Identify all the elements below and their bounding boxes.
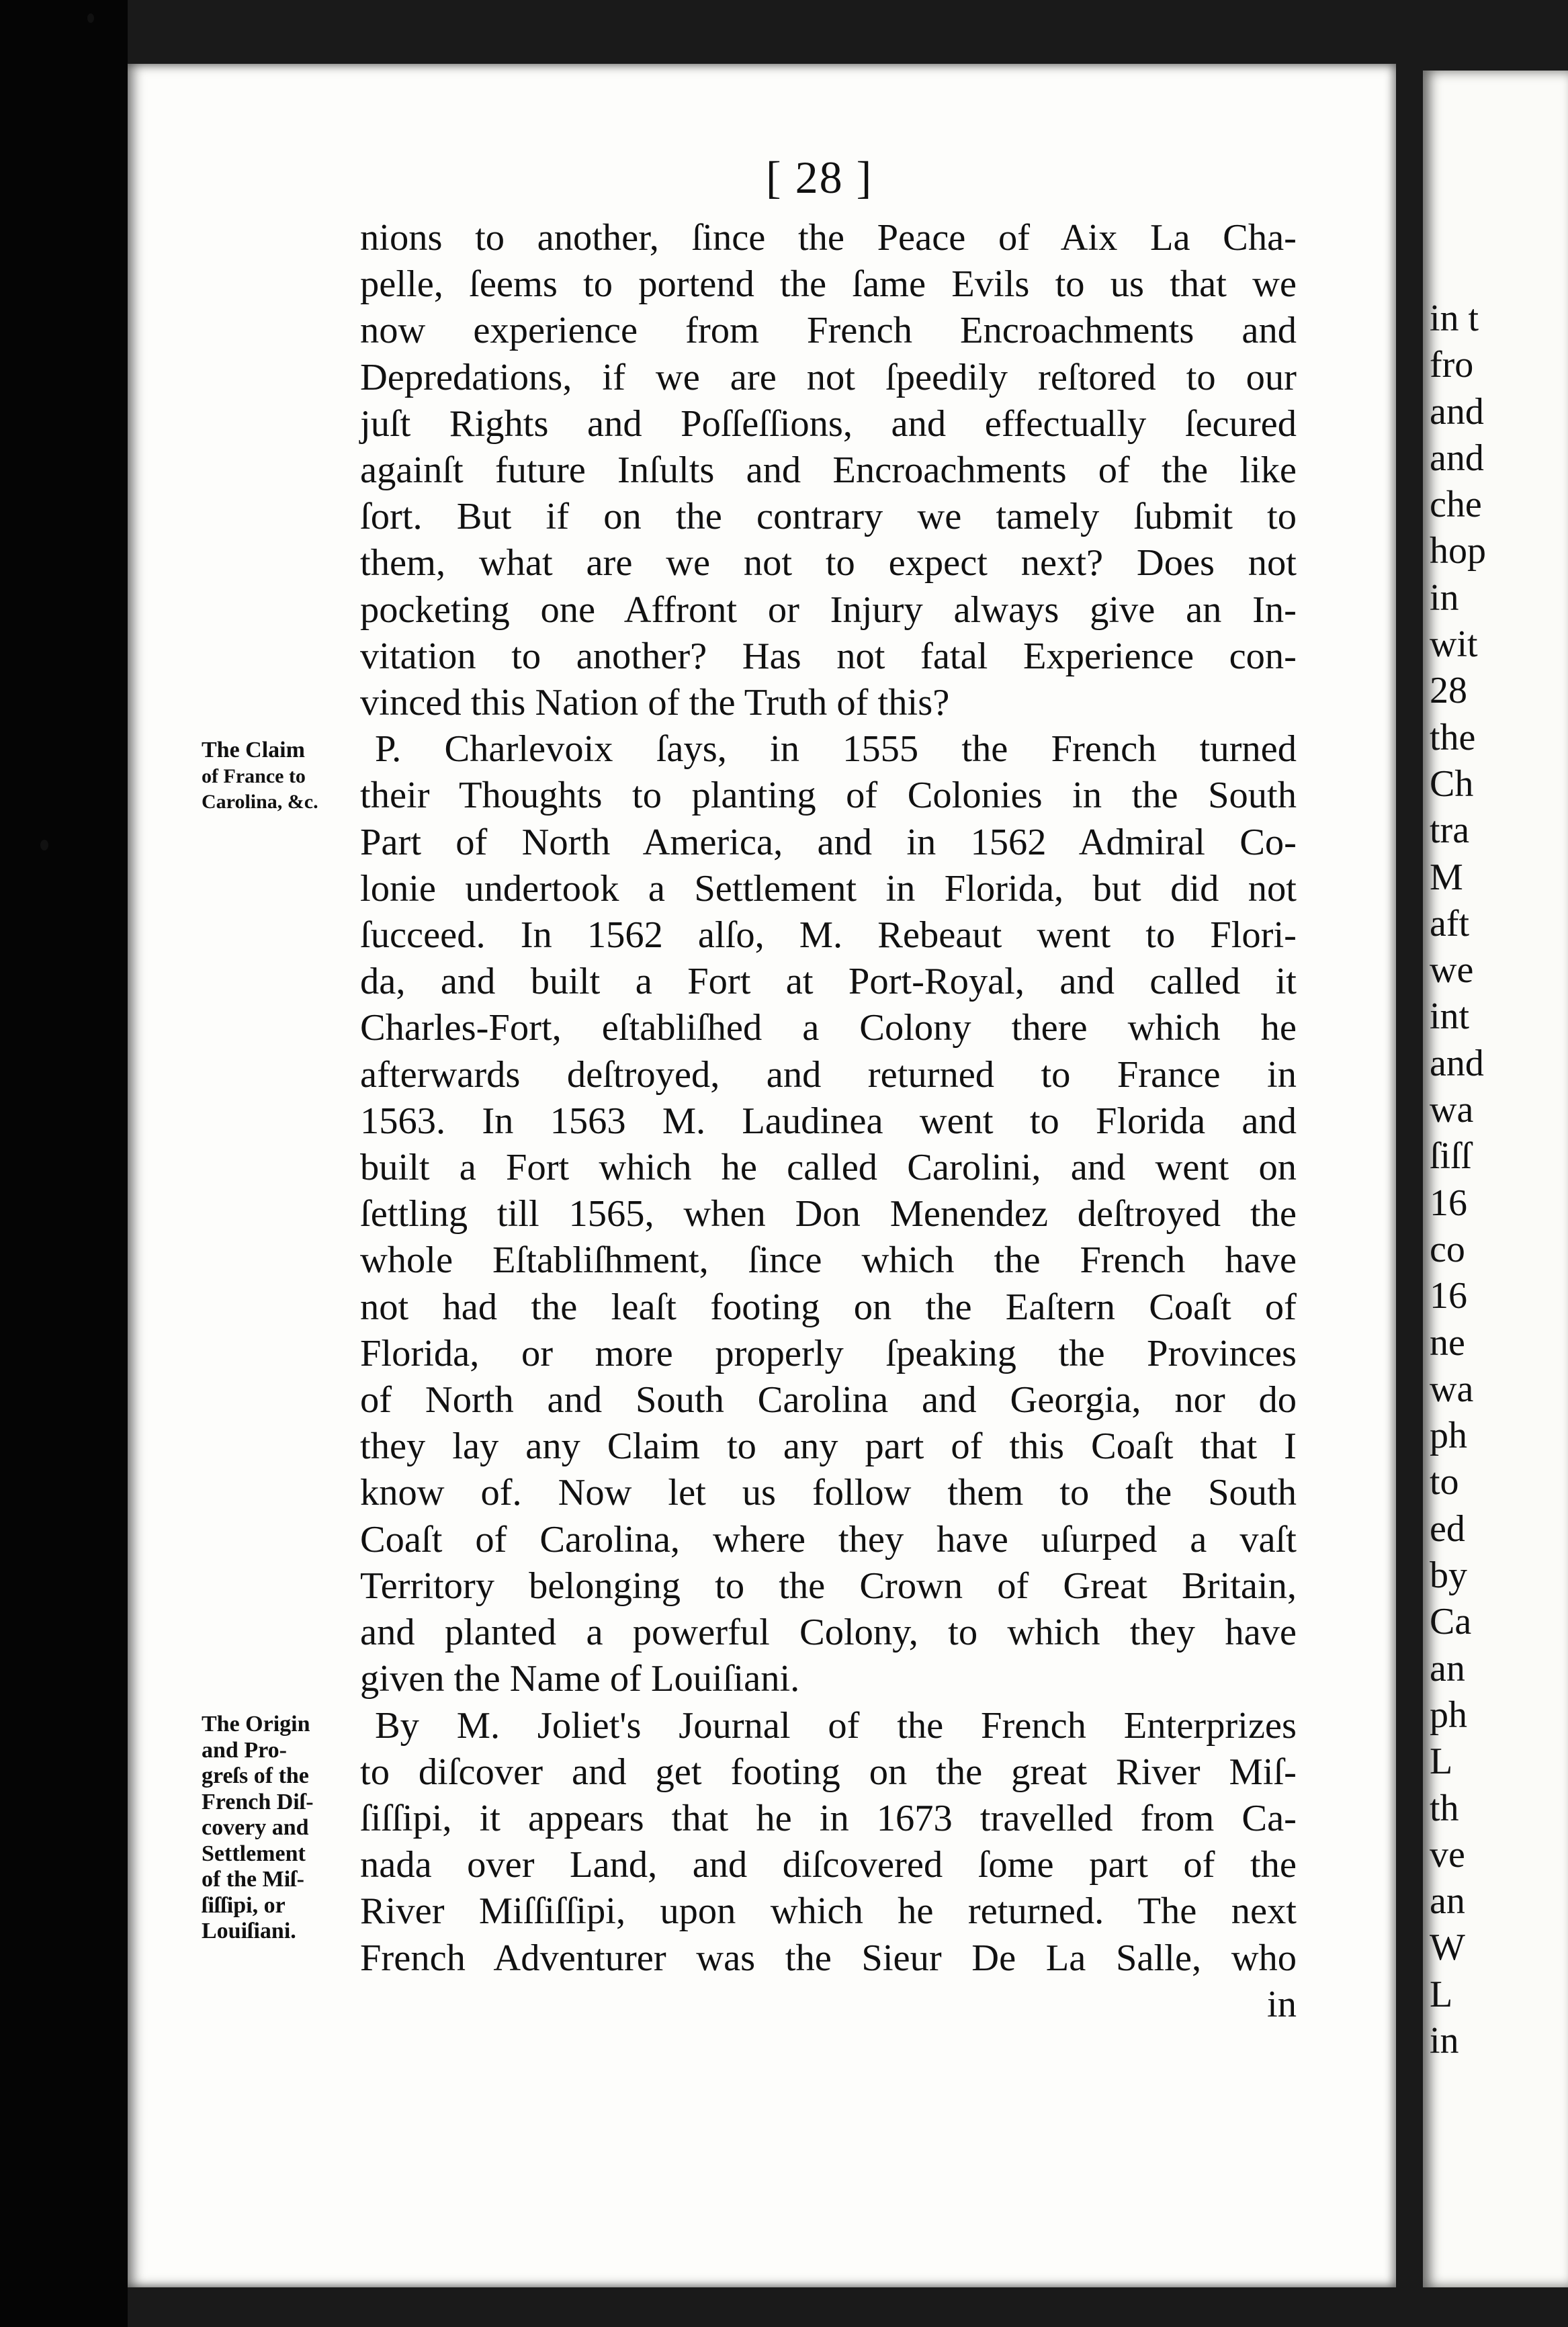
facing-fragment: an <box>1430 1880 1465 1923</box>
text-line: built a Fort which he called Carolini, and went on <box>360 1147 1297 1189</box>
facing-fragment: int <box>1430 996 1470 1038</box>
facing-fragment: an <box>1430 1647 1465 1689</box>
text-line: French Adventurer was the Sieur De La Salle, who <box>360 1937 1297 1979</box>
text-line: da, and built a Fort at Port-Royal, and called it <box>360 961 1297 1003</box>
text-line: Depredations, if we are not ſpeedily reſtored to our <box>360 356 1297 398</box>
margin-note-line: The Claim <box>202 738 305 762</box>
facing-fragment: by <box>1430 1554 1467 1597</box>
text-line: not had the leaſt footing on the Eaſtern Coaſt of <box>360 1286 1297 1328</box>
text-line: to diſcover and get footing on the great River Miſ- <box>360 1751 1297 1793</box>
text-line: ſettling till 1565, when Don Menendez deſtroyed the <box>360 1193 1297 1235</box>
margin-note-line: ſiſſipi, or <box>202 1892 286 1918</box>
text-line: Territory belonging to the Crown of Great Britain, <box>360 1565 1297 1607</box>
text-line: their Thoughts to planting of Colonies in the South <box>360 775 1297 817</box>
facing-fragment: 16 <box>1430 1182 1467 1224</box>
margin-note-line: The Origin <box>202 1712 310 1737</box>
body-text <box>360 215 1297 2028</box>
text-line: vitation to another? Has not fatal Experience con- <box>360 635 1297 677</box>
text-line: ſiſſipi, it appears that he in 1673 travelled from Ca- <box>360 1797 1297 1839</box>
margin-note-line: Carolina, &c. <box>202 791 318 813</box>
text-line: afterwards deſtroyed, and returned to France in <box>360 1053 1297 1096</box>
facing-fragment: ph <box>1430 1694 1467 1736</box>
text-line: vinced this Nation of the Truth of this? <box>360 682 950 724</box>
facing-fragment: aft <box>1430 902 1470 945</box>
facing-fragment: ve <box>1430 1833 1465 1876</box>
text-line: pocketing one Affront or Injury always give an In- <box>360 588 1297 631</box>
text-line: now experience from French Encroachments and <box>360 310 1297 352</box>
text-line: lonie undertook a Settlement in Florida, but did not <box>360 867 1297 910</box>
text-line: nions to another, ſince the Peace of Aix La Cha- <box>360 217 1297 259</box>
facing-fragment: tra <box>1430 809 1470 852</box>
facing-fragment: Ca <box>1430 1601 1472 1643</box>
facing-fragment: in <box>1430 576 1459 619</box>
text-line: they lay any Claim to any part of this Coaſt that I <box>360 1425 1297 1468</box>
facing-fragment: ne <box>1430 1321 1465 1364</box>
margin-note-line: French Diſ- <box>202 1789 314 1814</box>
margin-note-line: and Pro- <box>202 1737 287 1763</box>
margin-note-line: greſs of the <box>202 1763 309 1788</box>
facing-fragment: ph <box>1430 1415 1467 1457</box>
text-line: River Miſſiſſipi, upon which he returned. The next <box>360 1890 1297 1933</box>
facing-fragment: in t <box>1430 298 1479 339</box>
facing-fragment: ſiſſ <box>1430 1135 1472 1178</box>
facing-fragment: and <box>1430 1042 1484 1084</box>
text-line: Coaſt of Carolina, where they have uſurped a vaſt <box>360 1518 1297 1561</box>
text-line: given the Name of Louiſiani. <box>360 1658 800 1700</box>
facing-fragment: 28 <box>1430 670 1467 712</box>
facing-fragment: th <box>1430 1787 1459 1829</box>
text-line: nada over Land, and diſcovered ſome part of the <box>360 1844 1297 1886</box>
facing-fragment: wa <box>1430 1368 1474 1410</box>
text-line: ſucceed. In 1562 alſo, M. Rebeaut went to Flori- <box>360 914 1297 957</box>
margin-note-line: of the Miſ- <box>202 1867 304 1892</box>
text-line: Charles-Fort, eſtabliſhed a Colony there which he <box>360 1007 1297 1049</box>
text-line: know of. Now let us follow them to the South <box>360 1472 1297 1514</box>
text-line: P. Charlevoix ſays, in 1555 the French turned <box>375 728 1297 771</box>
text-line: Florida, or more properly ſpeaking the Provinces <box>360 1332 1297 1374</box>
text-line: juſt Rights and Poſſeſſions, and effectually ſecured <box>360 402 1297 445</box>
scan-speck <box>87 13 94 23</box>
text-line: whole Eſtabliſhment, ſince which the French have <box>360 1239 1297 1282</box>
facing-fragment: co <box>1430 1228 1465 1270</box>
text-line: 1563. In 1563 M. Laudinea went to Florida and <box>360 1100 1297 1142</box>
facing-fragment: che <box>1430 484 1482 526</box>
facing-fragment: in <box>1430 2019 1459 2062</box>
margin-note-line: of France to <box>202 764 306 787</box>
facing-fragment: Ch <box>1430 762 1474 805</box>
text-line: pelle, ſeems to portend the ſame Evils to us that we <box>360 263 1297 306</box>
facing-fragment: M <box>1430 856 1463 898</box>
margin-note-line: covery and <box>202 1815 309 1840</box>
text-line: By M. Joliet's Journal of the French Enterprizes <box>375 1704 1297 1747</box>
text-line: Part of North America, and in 1562 Admiral Co- <box>360 821 1297 863</box>
scan-dark-margin <box>0 0 128 2327</box>
facing-fragment: the <box>1430 716 1476 758</box>
facing-fragment: hop <box>1430 530 1486 572</box>
facing-fragment: ed <box>1430 1507 1465 1550</box>
catchword: in <box>1267 1983 1297 2025</box>
margin-note-claim <box>202 738 356 816</box>
text-line: them, what are we not to expect next? Does not <box>360 542 1297 584</box>
text-line: ſort. But if on the contrary we tamely ſubmit to <box>360 496 1297 538</box>
text-line: and planted a powerful Colony, to which they have <box>360 1612 1297 1654</box>
page-number-header: [ 28 ] <box>766 152 873 203</box>
facing-fragment: W <box>1430 1927 1465 1969</box>
facing-fragment: wit <box>1430 623 1478 666</box>
margin-note-origin <box>202 1712 356 1945</box>
facing-page-text <box>1430 296 1486 2064</box>
text-line: againſt future Inſults and Encroachments of the like <box>360 449 1297 492</box>
scan-speck <box>40 840 48 850</box>
facing-fragment: L <box>1430 1973 1453 2015</box>
facing-fragment: fro <box>1430 344 1474 386</box>
facing-fragment: and <box>1430 437 1484 479</box>
facing-fragment: to <box>1430 1461 1459 1503</box>
text-line: of North and South Carolina and Georgia, nor do <box>360 1379 1297 1421</box>
facing-fragment: 16 <box>1430 1275 1467 1317</box>
facing-fragment: we <box>1430 949 1474 992</box>
facing-fragment: and <box>1430 390 1484 433</box>
margin-note-line: Louiſiani. <box>202 1919 296 1943</box>
facing-fragment: L <box>1430 1741 1453 1783</box>
margin-note-line: Settlement <box>202 1841 306 1866</box>
facing-fragment: wa <box>1430 1089 1474 1131</box>
